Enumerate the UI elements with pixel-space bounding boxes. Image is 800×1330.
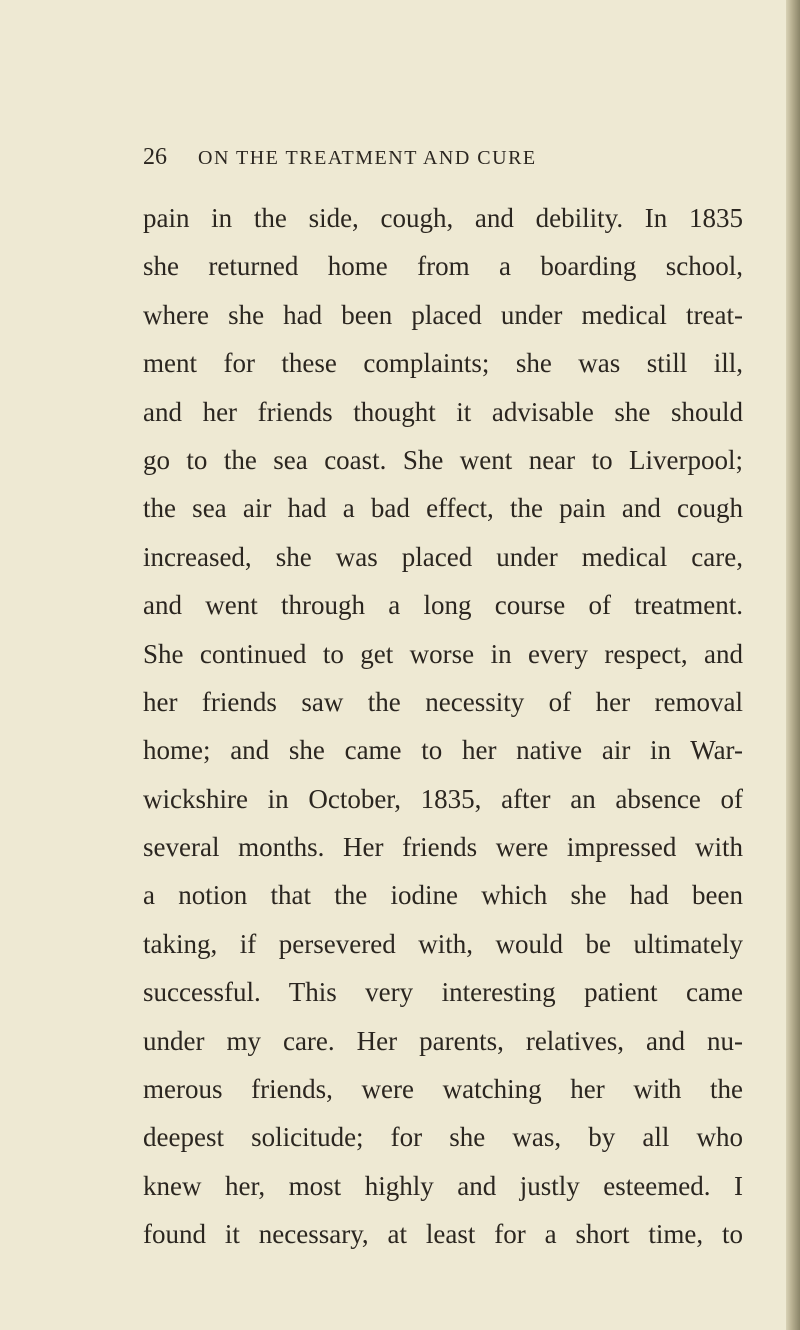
text-line: taking, if persevered with, would be ultimately bbox=[143, 928, 743, 959]
text-line: the sea air had a bad effect, the pain and cough bbox=[143, 493, 743, 524]
text-line: her friends saw the necessity of her removal bbox=[143, 686, 743, 717]
text-line: pain in the side, cough, and debility. In 1835 bbox=[143, 203, 743, 233]
text-line: increased, she was placed under medical care, bbox=[143, 541, 743, 572]
text-line: go to the sea coast. She went near to Liverpool; bbox=[143, 444, 743, 475]
text-line: wickshire in October, 1835, after an absence of bbox=[143, 783, 743, 814]
text-line: ment for these complaints; she was still ill, bbox=[143, 348, 743, 379]
text-line: and her friends thought it advisable she should bbox=[143, 396, 743, 427]
text-line: a notion that the iodine which she had been bbox=[143, 880, 743, 911]
body-text bbox=[143, 194, 743, 1259]
text-line: deepest solicitude; for she was, by all who bbox=[143, 1122, 743, 1153]
text-line: and went through a long course of treatment. bbox=[143, 590, 743, 621]
text-line: she returned home from a boarding school, bbox=[143, 251, 743, 282]
text-line: knew her, most highly and justly esteemed. I bbox=[143, 1170, 743, 1201]
text-line: where she had been placed under medical treat- bbox=[143, 299, 743, 330]
page-edge-shadow bbox=[786, 0, 800, 1330]
text-line: several months. Her friends were impressed with bbox=[143, 832, 743, 863]
text-line: found it necessary, at least for a short time, to bbox=[143, 1219, 743, 1250]
text-line: under my care. Her parents, relatives, and nu- bbox=[143, 1025, 743, 1056]
running-title: ON THE TREATMENT AND CURE bbox=[198, 147, 537, 169]
text-line: merous friends, were watching her with the bbox=[143, 1074, 743, 1105]
text-line: successful. This very interesting patient came bbox=[143, 977, 743, 1008]
text-line: She continued to get worse in every respect, and bbox=[143, 638, 743, 669]
text-line: home; and she came to her native air in War- bbox=[143, 735, 743, 766]
page-number: 26 bbox=[143, 144, 167, 170]
running-head bbox=[143, 144, 743, 174]
